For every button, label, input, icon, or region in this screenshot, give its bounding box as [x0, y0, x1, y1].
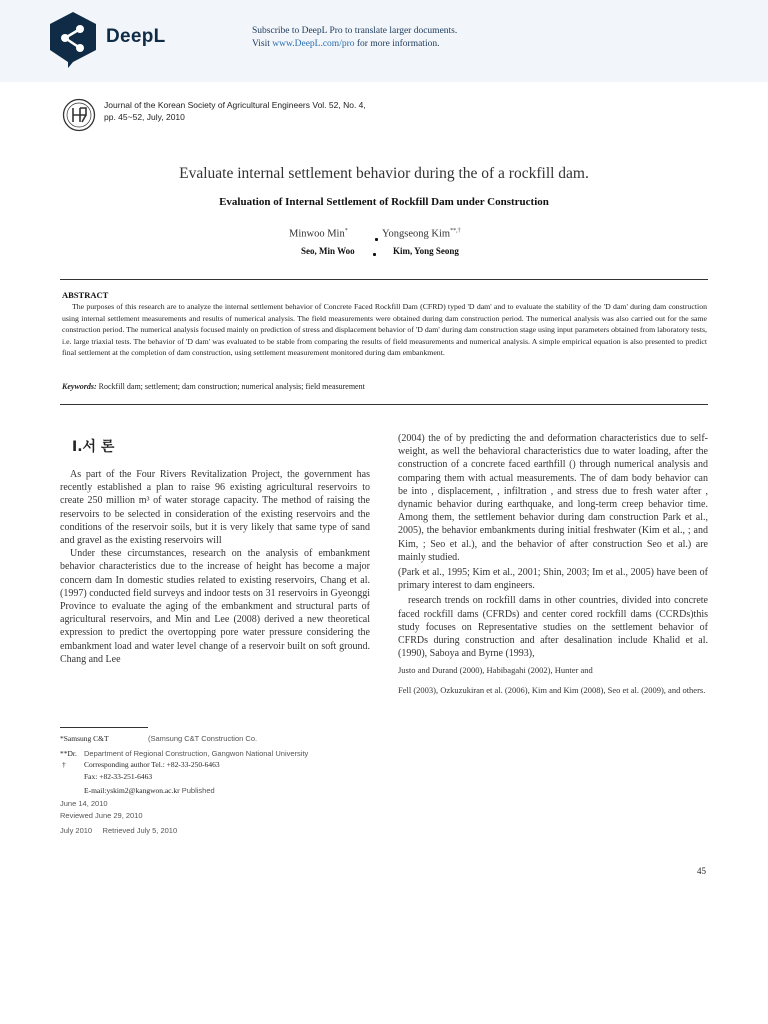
footnote-2-text: Department of Regional Construction, Gangwon National University — [84, 749, 309, 758]
author-separator — [375, 238, 378, 241]
author-email: E-mail:yskim2@kangwon.ac.kr — [84, 786, 180, 795]
left-column — [60, 468, 370, 666]
deepl-pro-link[interactable]: www.DeepL.com/pro — [272, 38, 355, 49]
footnote-3-label: † — [62, 760, 66, 769]
promo-text — [252, 25, 457, 50]
date-reviewed: Reviewed June 29, 2010 — [60, 811, 143, 820]
keywords-line: Keywords: Rockfill dam; settlement; dam construction; numerical analysis; field measurement — [62, 382, 365, 391]
section-heading: I.서 론 — [72, 439, 115, 455]
promo-line-1: Subscribe to DeepL Pro to translate larger documents. — [252, 26, 458, 36]
author-2: Yongseong Kim**,† — [382, 228, 461, 240]
society-emblem-icon — [62, 98, 96, 132]
left-paragraph-1: As part of the Four Rivers Revitalization Project, the government has recently established a plan to raise 96 existing agricultural reservoirs to create 250 million m³ of water storage capacity. The method of raising the reservoirs to be selected in consideration of the existing reservoirs and the conditions of the reservoir soils, but it is very likely that same type of sand and gravel as the existing reservoirs will — [60, 469, 370, 547]
right-paragraph-5: Fell (2003), Ozkuzukiran et al. (2006), Kim and Kim (2008), Seo et al. (2009), and others. — [398, 684, 706, 695]
date-accepted: July 2010 Retrieved July 5, 2010 — [60, 826, 178, 835]
promo-line-2: Visit www.DeepL.com/pro for more information. — [252, 38, 440, 49]
abstract-bottom-rule — [60, 404, 708, 405]
footnote-1-text: (Samsung C&T Construction Co. — [148, 734, 258, 743]
abstract-text: The purposes of this research are to analyze the internal settlement behavior of Concrete Faced Rockfill Dam (CFRD) typed 'D dam' and to evaluate the stability of the 'D dam' during dam construction using internal settlement measurements and results of numerical analysis. The field measurements were obtained during dam construction period. The numerical analysis was also carried out for the same construction period. The numerical analysis focused mainly on prediction of stress and displacement behavior of 'D dam' during dam construction stage using input parameters obtained from laboratory tests, i.e. large triaxial tests. The behavior of 'D dam' was evaluated to be stable from comparing the results of field measurements and numerical analysis. A simple empirical equation is also presented to predict final settlement at the completion of dam construction, using settlement measurement monitored during dam embankment. — [62, 302, 707, 358]
paper-subtitle: Evaluation of Internal Settlement of Rockfill Dam under Construction — [219, 196, 549, 208]
deepl-banner — [0, 0, 768, 82]
date-received: June 14, 2010 — [60, 799, 108, 808]
journal-line-1: Journal of the Korean Society of Agricultural Engineers Vol. 52, No. 4, — [104, 100, 366, 110]
footnote-5: E-mail:yskim2@kangwon.ac.kr Published — [84, 786, 215, 795]
footnote-3-text: Corresponding author Tel.: +82-33-250-6463 — [84, 760, 220, 769]
author-separator-en — [373, 253, 376, 256]
abstract-heading: ABSTRACT — [62, 290, 109, 300]
journal-citation — [104, 100, 366, 123]
right-paragraph-2: (Park et al., 1995; Kim et al., 2001; Shin, 2003; Im et al., 2005) have been of primary interest to dam engineers. — [398, 567, 708, 592]
right-column — [398, 432, 708, 697]
author-2-romanized: Kim, Yong Seong — [393, 246, 459, 256]
right-paragraph-1: (2004) the of by predicting the and deformation characteristics due to self-weight, as well the behavioral characteristics due to water loading, after the construction of a concrete faced earthfill () through numerical analysis and comparing them with actual measurements. The of dam body behavior can be into , displacement, , infiltration , and stress due to fresh water after , dynamic behavior during earthquake, and long-term creep behavior time. Among them, the settlement behavior during dam construction Park et al., 2005), the behavior embankments during initial freshwater (Kim et al., ; and Kim, ; Seo et al.), and the behavior of after construction Seo et al.) are mainly studied. — [398, 433, 708, 563]
author-1: Minwoo Min* — [289, 228, 348, 240]
footnote-4-text: Fax: +82-33-251-6463 — [84, 772, 153, 781]
footnote-1-label: *Samsung C&T — [60, 734, 109, 743]
left-paragraph-2: Under these circumstances, research on the analysis of embankment behavior characteristics due to the increase of height has become a major concern dam In domestic studies related to existing reservoirs, Chang et al. (1997) conducted field surveys and indoor tests on 31 reservoirs in Gyeonggi Province to evaluate the aging of the embankment and structural parts of agricultural reservoirs, and Min and Lee (2008) derived a new theoretical expression to predict the overtopping pore water pressure considering the embankment load and water level change of a reservoir built on soft ground. Chang and Lee — [60, 548, 370, 665]
deepl-logo-icon[interactable] — [47, 10, 99, 70]
abstract-top-rule — [60, 279, 708, 280]
author-1-romanized: Seo, Min Woo — [301, 246, 355, 256]
footnote-2-label: **Dr. — [60, 749, 77, 758]
journal-line-2: pp. 45~52, July, 2010 — [104, 111, 185, 122]
right-paragraph-3: research trends on rockfill dams in other countries, divided into concrete faced rockfill dams (CFRDs) and center cored rockfill dams (CCRDs)this study focuses on Representative studies on the settlement behavior of CFRDs during construction and after desalination include Khalid et al. (1990), Saboya and Byrne (1993), — [398, 595, 708, 660]
deepl-brand-name[interactable]: DeepL — [106, 26, 166, 47]
paper-title: Evaluate internal settlement behavior during the of a rockfill dam. — [179, 165, 589, 182]
page-number: 45 — [697, 866, 706, 876]
right-paragraph-4: Justo and Durand (2000), Habibagahi (2002), Hunter and — [398, 665, 593, 676]
footnote-rule — [60, 727, 148, 728]
